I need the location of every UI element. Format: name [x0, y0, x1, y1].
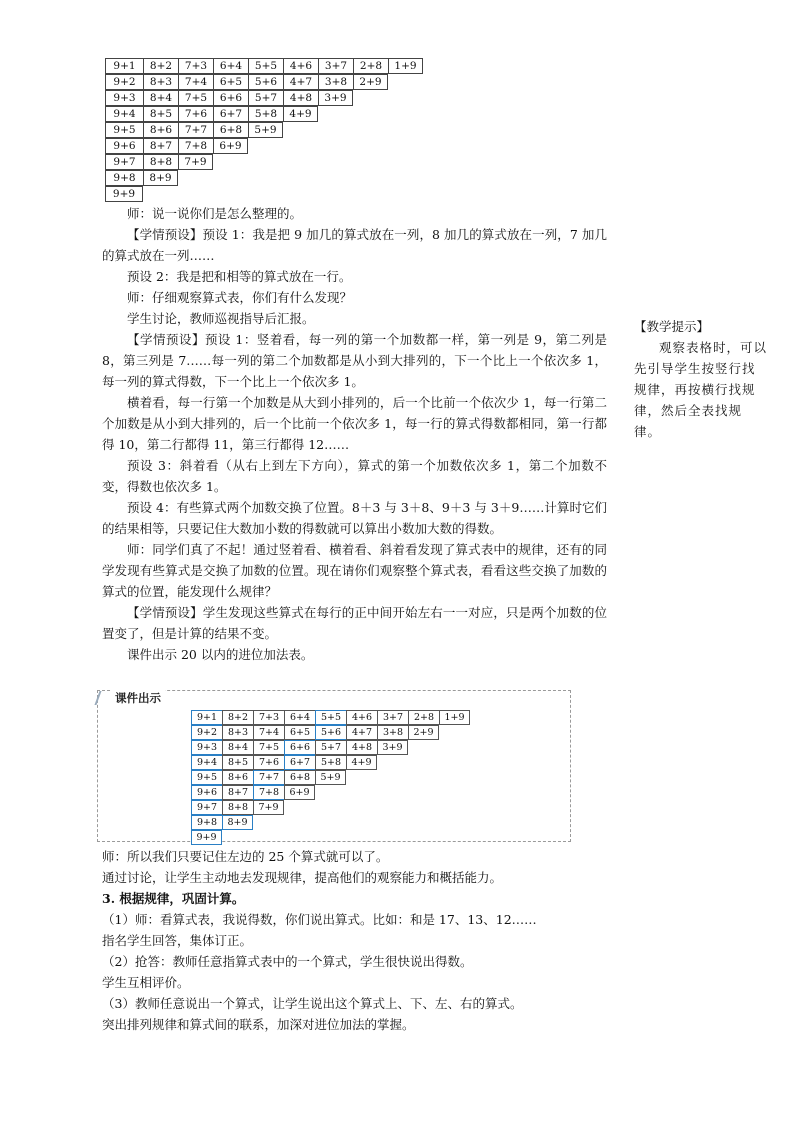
table-cell: 5+9: [315, 770, 346, 785]
table-row: [105, 186, 433, 202]
table-cell: 6+6: [284, 740, 315, 755]
main-text: [102, 203, 607, 665]
table-cell: 7+4: [178, 74, 213, 90]
table-cell: 5+6: [315, 725, 346, 740]
table-row: [105, 170, 433, 186]
table-cell: 8+8: [143, 154, 178, 170]
table-cell: 3+7: [377, 710, 408, 725]
hint-title: 【教学提示】: [634, 319, 710, 334]
table-cell: 8+9: [222, 815, 253, 830]
table-cell: 8+5: [222, 755, 253, 770]
table-row: [191, 815, 470, 830]
table-cell: 6+7: [213, 106, 248, 122]
courseware-tag: [97, 688, 165, 708]
paragraph: （2）抢答：教师任意指算式表中的一个算式，学生很快说出得数。: [102, 954, 473, 969]
paragraph: 突出排列规律和算式间的联系，加深对进位加法的掌握。: [102, 1017, 415, 1032]
table-cell: 7+6: [253, 755, 284, 770]
table-cell: 8+8: [222, 800, 253, 815]
paragraph: 学生互相评价。: [102, 975, 190, 990]
table-cell: 4+6: [283, 58, 318, 74]
table-row: [191, 770, 470, 785]
table-cell: 7+7: [178, 122, 213, 138]
hint-content: 观察表格时，可以先引导学生按竖行找规律，再按横行找规律，然后全表找规律。: [634, 340, 768, 439]
table-row: [191, 725, 470, 740]
paragraph: 课件出示 20 以内的进位加法表。: [127, 647, 314, 662]
table-cell: 3+8: [318, 74, 353, 90]
table-cell: 5+5: [315, 710, 346, 725]
table-cell: 5+7: [248, 90, 283, 106]
table-row: [191, 830, 470, 845]
table-cell: 9+1: [105, 58, 143, 74]
table-cell: 6+8: [213, 122, 248, 138]
table-cell: 9+1: [191, 710, 222, 725]
table-cell: 6+9: [213, 138, 248, 154]
table-cell: 9+4: [191, 755, 222, 770]
table-cell: 1+9: [439, 710, 470, 725]
table-cell: 8+4: [222, 740, 253, 755]
paragraph: 横着看，每一行第一个加数是从大到小排列的，后一个比前一个依次少 1，每一行第二个加数是从小到大排列的，后一个比前一个依次多 1，每一行的算式得数都相同，第一行都得 10，第二行都得 11，第三行都得 12……: [102, 395, 607, 452]
paragraph: 预设 3：斜着看（从右上到左下方向），算式的第一个加数依次多 1，第二个加数不变，得数也依次多 1。: [102, 458, 607, 494]
table-cell: 6+4: [284, 710, 315, 725]
table-cell: 6+4: [213, 58, 248, 74]
table-cell: 9+8: [191, 815, 222, 830]
table-cell: 9+3: [191, 740, 222, 755]
table-cell: 4+9: [346, 755, 377, 770]
paragraph: 通过讨论，让学生主动地去发现规律，提高他们的观察能力和概括能力。: [102, 870, 503, 885]
table-cell: 8+6: [143, 122, 178, 138]
table-cell: 9+2: [105, 74, 143, 90]
table-cell: 8+3: [222, 725, 253, 740]
table-cell: 4+6: [346, 710, 377, 725]
table-cell: 8+9: [143, 170, 178, 186]
table-cell: 2+8: [353, 58, 388, 74]
table-cell: 6+5: [213, 74, 248, 90]
table-row: [191, 710, 470, 725]
addition-table-courseware: [191, 710, 470, 845]
courseware-label: 课件出示: [111, 690, 165, 706]
table-cell: 9+6: [191, 785, 222, 800]
table-row: [191, 740, 470, 755]
paragraph: 预设 2：我是把和相等的算式放在一行。: [127, 269, 352, 284]
table-cell: 9+3: [105, 90, 143, 106]
table-cell: 8+2: [143, 58, 178, 74]
table-cell: 7+9: [178, 154, 213, 170]
table-cell: 7+5: [178, 90, 213, 106]
paragraph: 【学情预设】学生发现这些算式在每行的正中间开始左右一一对应，只是两个加数的位置变了，但是计算的结果不变。: [102, 605, 607, 641]
paragraph: 师：仔细观察算式表，你们有什么发现？: [127, 290, 353, 305]
table-cell: 5+8: [248, 106, 283, 122]
lower-text: [102, 846, 582, 1035]
paragraph: 师：同学们真了不起！通过竖着看、横着看、斜着看发现了算式表中的规律，还有的同学发现有些算式是交换了加数的位置。现在请你们观察整个算式表，看看这些交换了加数的算式的位置，能发现什么规律？: [102, 542, 607, 599]
table-cell: 5+6: [248, 74, 283, 90]
table-cell: 7+7: [253, 770, 284, 785]
paragraph: 预设 4：有些算式两个加数交换了位置。8＋3 与 3＋8、9＋3 与 3＋9……计算时它们的结果相等，只要记住大数加小数的得数就可以算出小数加大数的得数。: [102, 500, 607, 536]
table-cell: 8+7: [143, 138, 178, 154]
table-cell: 3+7: [318, 58, 353, 74]
table-cell: 7+5: [253, 740, 284, 755]
table-cell: 6+5: [284, 725, 315, 740]
paragraph: 【学情预设】预设 1：竖着看，每一列的第一个加数都一样，第一列是 9，第二列是 8，第三列是 7……每一列的第二个加数都是从小到大排列的，下一个比上一个依次多 1，每一列的算式得数，下一个比上一个依次多 1。: [102, 332, 607, 389]
paragraph: 学生讨论，教师巡视指导后汇报。: [127, 311, 315, 326]
table-cell: 7+6: [178, 106, 213, 122]
table-cell: 3+8: [377, 725, 408, 740]
paragraph: 师：所以我们只要记住左边的 25 个算式就可以了。: [102, 849, 389, 864]
table-cell: 9+5: [191, 770, 222, 785]
table-cell: 5+5: [248, 58, 283, 74]
table-cell: 4+8: [283, 90, 318, 106]
table-cell: 9+9: [191, 830, 222, 845]
table-cell: 9+7: [191, 800, 222, 815]
table-cell: 6+8: [284, 770, 315, 785]
table-cell: 3+9: [377, 740, 408, 755]
table-cell: 2+9: [408, 725, 439, 740]
table-cell: 5+9: [248, 122, 283, 138]
paragraph: （3）教师任意说出一个算式，让学生说出这个算式上、下、左、右的算式。: [102, 996, 523, 1011]
table-cell: 9+6: [105, 138, 143, 154]
table-row: [105, 154, 433, 170]
table-cell: 6+6: [213, 90, 248, 106]
table-cell: 9+8: [105, 170, 143, 186]
table-cell: 7+8: [253, 785, 284, 800]
table-cell: 6+7: [284, 755, 315, 770]
table-cell: 1+9: [388, 58, 423, 74]
table-row: [191, 755, 470, 770]
table-cell: 9+4: [105, 106, 143, 122]
table-cell: 2+9: [353, 74, 388, 90]
table-cell: 9+5: [105, 122, 143, 138]
table-cell: 8+6: [222, 770, 253, 785]
table-cell: 5+8: [315, 755, 346, 770]
paragraph: 指名学生回答，集体订正。: [102, 933, 253, 948]
table-cell: 8+4: [143, 90, 178, 106]
table-cell: 8+2: [222, 710, 253, 725]
table-row: [105, 122, 433, 138]
table-cell: 8+3: [143, 74, 178, 90]
table-cell: 7+8: [178, 138, 213, 154]
table-row: [105, 106, 433, 122]
table-cell: 7+3: [178, 58, 213, 74]
table-row: [105, 58, 433, 74]
table-cell: 6+9: [284, 785, 315, 800]
teaching-hint: [634, 316, 768, 442]
table-cell: 4+9: [283, 106, 318, 122]
table-cell: 4+7: [283, 74, 318, 90]
table-cell: 9+7: [105, 154, 143, 170]
table-row: [105, 138, 433, 154]
addition-table-top: [105, 58, 433, 202]
paragraph: 师：说一说你们是怎么整理的。: [127, 206, 303, 221]
table-row: [105, 74, 433, 90]
section-heading: 3. 根据规律，巩固计算。: [102, 891, 245, 906]
table-row: [191, 800, 470, 815]
table-cell: 8+5: [143, 106, 178, 122]
table-row: [105, 90, 433, 106]
table-cell: 4+7: [346, 725, 377, 740]
table-cell: 8+7: [222, 785, 253, 800]
table-row: [191, 785, 470, 800]
paragraph: （1）师：看算式表，我说得数，你们说出算式。比如：和是 17、13、12……: [102, 912, 537, 927]
table-cell: 9+9: [105, 186, 143, 202]
table-cell: 9+2: [191, 725, 222, 740]
table-cell: 7+3: [253, 710, 284, 725]
table-cell: 3+9: [318, 90, 353, 106]
tag-decoration-icon: [94, 691, 109, 705]
table-cell: 7+9: [253, 800, 284, 815]
table-cell: 5+7: [315, 740, 346, 755]
paragraph: 【学情预设】预设 1：我是把 9 加几的算式放在一列，8 加几的算式放在一列，7 加几的算式放在一列……: [102, 227, 607, 263]
table-cell: 2+8: [408, 710, 439, 725]
table-cell: 7+4: [253, 725, 284, 740]
table-cell: 4+8: [346, 740, 377, 755]
